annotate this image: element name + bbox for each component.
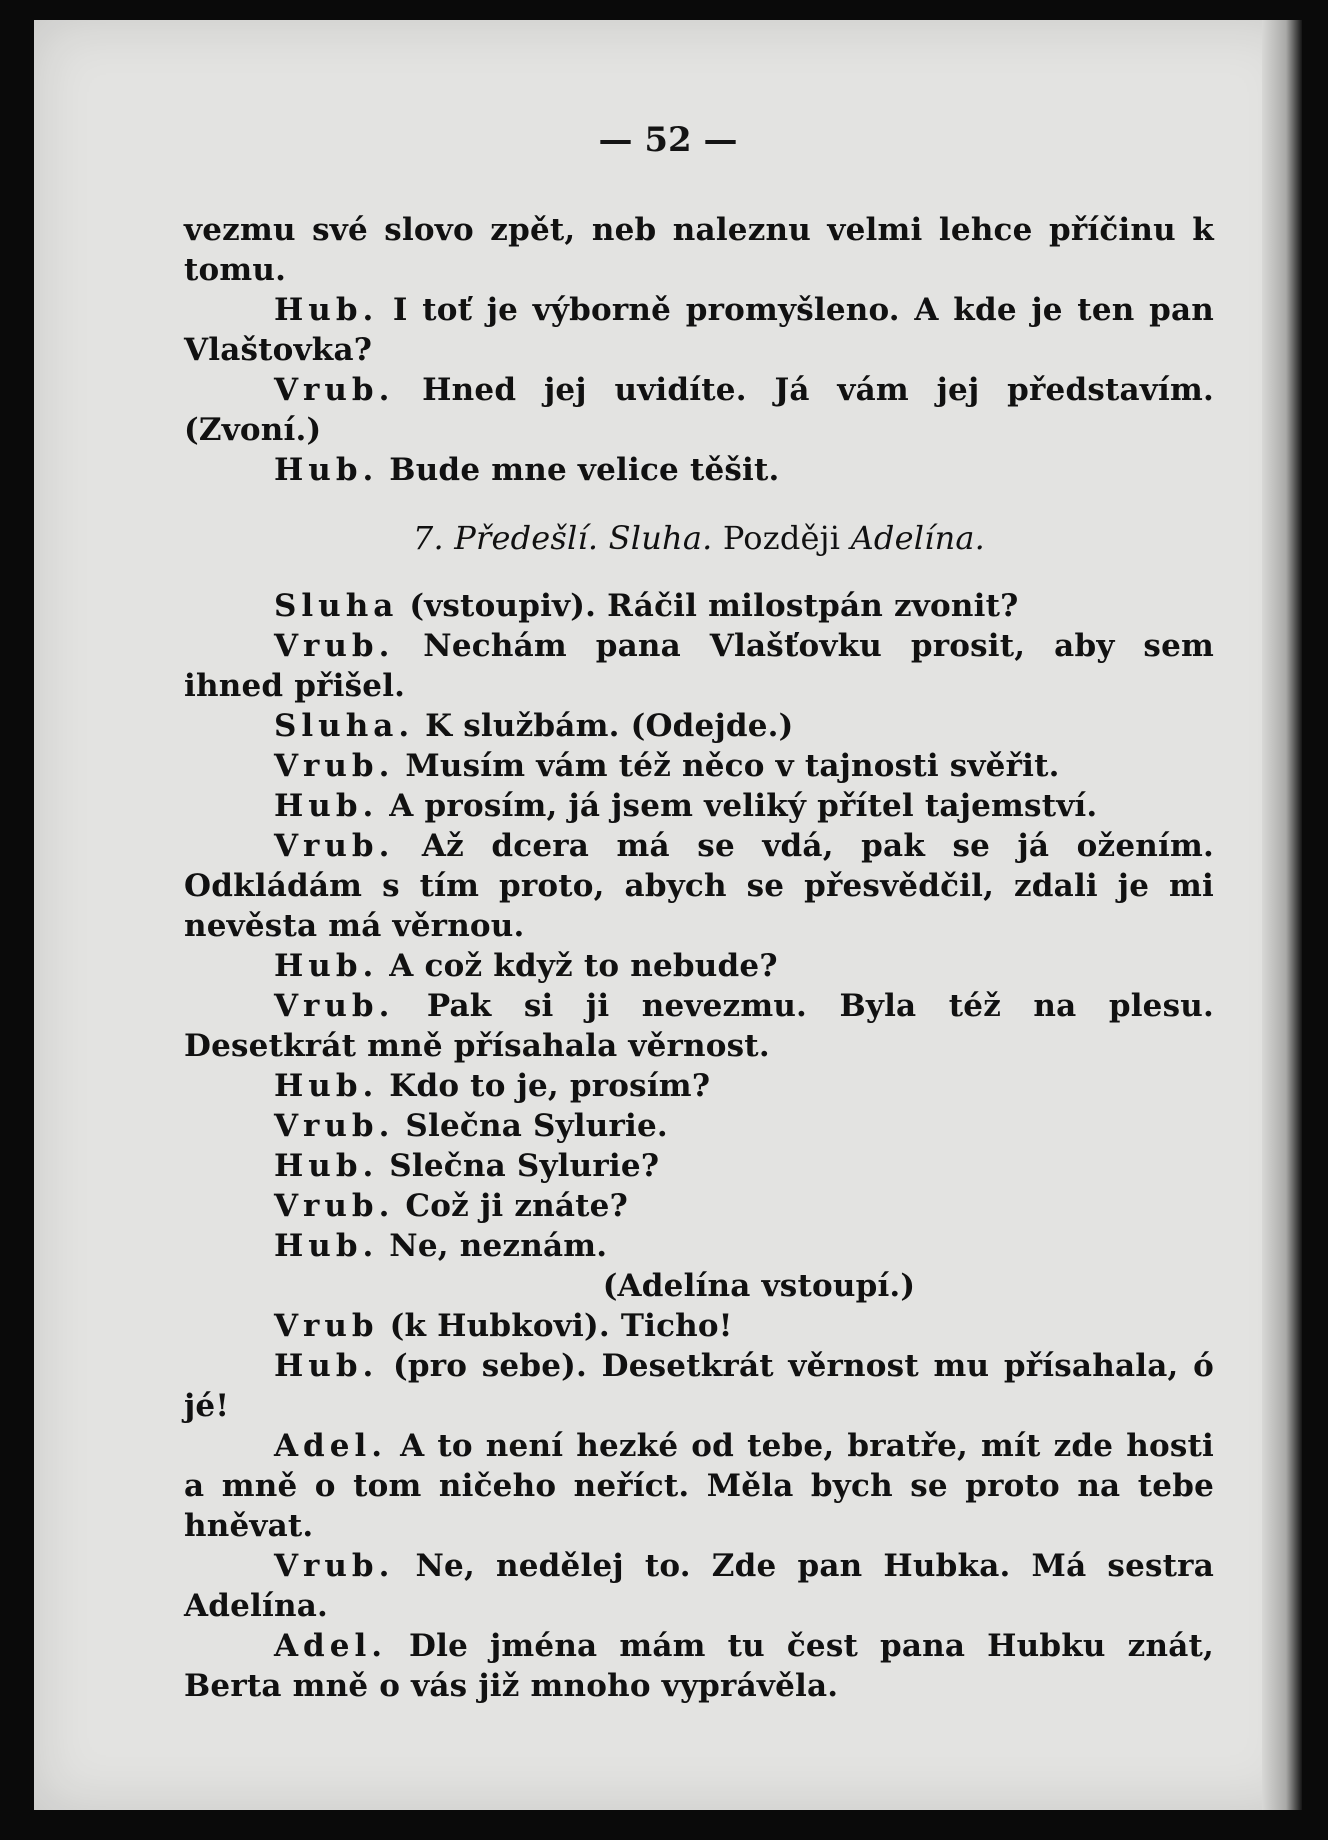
dialogue-line bbox=[184, 1346, 1214, 1426]
dialogue-line bbox=[184, 1186, 1214, 1226]
line-text: (k Hubkovi). Ticho! bbox=[389, 1308, 733, 1344]
dialogue-line bbox=[184, 450, 1214, 490]
page-edge-shadow bbox=[1262, 20, 1302, 1810]
dialogue-line bbox=[184, 946, 1214, 986]
scene-adelina: Adelína. bbox=[850, 519, 986, 557]
speaker: Sluha bbox=[274, 588, 399, 624]
speaker: Hub. bbox=[274, 1068, 379, 1104]
dialogue-line bbox=[184, 1306, 1214, 1346]
speaker: Hub. bbox=[274, 1348, 379, 1384]
speaker: Vrub. bbox=[274, 1108, 395, 1144]
line-text: I toť je výborně promyšleno. A kde je ten pan Vlaštovka? bbox=[184, 292, 1215, 368]
line-text: Slečna Sylurie? bbox=[389, 1148, 660, 1184]
line-text: Bude mne velice těšit. bbox=[389, 452, 780, 488]
dialogue-line bbox=[184, 1066, 1214, 1106]
dialogue-line bbox=[184, 1106, 1214, 1146]
speaker: Hub. bbox=[274, 292, 379, 328]
line-text: Musím vám též něco v tajnosti svěřit. bbox=[405, 748, 1060, 784]
dialogue-line bbox=[184, 1226, 1214, 1266]
scene-heading bbox=[184, 518, 1214, 558]
paragraph bbox=[184, 210, 1214, 290]
speaker: Vrub. bbox=[274, 988, 395, 1024]
speaker: Hub. bbox=[274, 452, 379, 488]
line-text: Ne, neznám. bbox=[389, 1228, 608, 1264]
scene-persons: Předešlí. bbox=[454, 519, 599, 557]
scene-servant: Sluha. bbox=[608, 519, 713, 557]
line-text: A prosím, já jsem veliký přítel tajemství. bbox=[389, 788, 1098, 824]
line-text: K službám. (Odejde.) bbox=[425, 708, 794, 744]
line-text: (vstoupiv). Ráčil milostpán zvonit? bbox=[409, 588, 1019, 624]
line-text: Ne, nedělej to. Zde pan Hubka. Má sestra Adelína. bbox=[184, 1548, 1214, 1624]
dialogue-line bbox=[184, 370, 1214, 450]
dialogue-line bbox=[184, 1426, 1214, 1546]
speaker: Hub. bbox=[274, 1228, 379, 1264]
speaker: Hub. bbox=[274, 1148, 379, 1184]
scene-number: 7. bbox=[412, 519, 444, 557]
dialogue-line bbox=[184, 586, 1214, 626]
speaker: Vrub bbox=[274, 1308, 379, 1344]
dialogue-line bbox=[184, 1626, 1214, 1706]
line-text: Nechám pana Vlašťovku prosit, aby sem ihned přišel. bbox=[184, 628, 1214, 704]
dialogue-line bbox=[184, 746, 1214, 786]
speaker: Vrub. bbox=[274, 628, 395, 664]
speaker: Adel. bbox=[274, 1428, 388, 1464]
speaker: Sluha. bbox=[274, 708, 415, 744]
page-text bbox=[184, 210, 1214, 1706]
book-page bbox=[34, 20, 1302, 1810]
dialogue-line bbox=[184, 786, 1214, 826]
line-text: Slečna Sylurie. bbox=[405, 1108, 668, 1144]
line-text: Dle jména mám tu čest pana Hubku znát, Berta mně o vás již mnoho vyprávěla. bbox=[184, 1628, 1214, 1704]
dialogue-line bbox=[184, 986, 1214, 1066]
line-text: (pro sebe). Desetkrát věrnost mu přísahala, ó jé! bbox=[184, 1348, 1215, 1424]
speaker: Adel. bbox=[274, 1628, 388, 1664]
line-text: Což ji znáte? bbox=[405, 1188, 628, 1224]
speaker: Vrub. bbox=[274, 372, 395, 408]
dialogue-line bbox=[184, 290, 1214, 370]
speaker: Vrub. bbox=[274, 1188, 395, 1224]
speaker: Vrub. bbox=[274, 1548, 395, 1584]
speaker: Hub. bbox=[274, 948, 379, 984]
line-text: Hned jej uvidíte. Já vám jej představím. (Zvoní.) bbox=[184, 372, 1214, 448]
dialogue-line bbox=[184, 1546, 1214, 1626]
page-number: — 52 — bbox=[598, 120, 738, 160]
line-text: Až dcera má se vdá, pak se já ožením. Odkládám s tím proto, abych se přesvědčil, zdali je mi nevěsta má věrnou. bbox=[184, 828, 1214, 944]
speaker: Vrub. bbox=[274, 748, 395, 784]
line-text: A to není hezké od tebe, bratře, mít zde hosti a mně o tom ničeho neříct. Měla bych se proto na tebe hněvat. bbox=[184, 1428, 1214, 1544]
paragraph-text: vezmu své slovo zpět, neb naleznu velmi lehce příčinu k tomu. bbox=[184, 212, 1214, 288]
line-text: A což když to nebude? bbox=[389, 948, 778, 984]
stage-direction: (Adelína vstoupí.) bbox=[602, 1268, 916, 1304]
line-text: Pak si ji nevezmu. Byla též na plesu. Desetkrát mně přísahala věrnost. bbox=[184, 988, 1214, 1064]
scene-later: Později bbox=[722, 519, 841, 557]
dialogue-line bbox=[184, 706, 1214, 746]
dialogue-line bbox=[184, 1146, 1214, 1186]
speaker: Vrub. bbox=[274, 828, 395, 864]
line-text: Kdo to je, prosím? bbox=[389, 1068, 711, 1104]
dialogue-line bbox=[184, 626, 1214, 706]
speaker: Hub. bbox=[274, 788, 379, 824]
dialogue-line bbox=[184, 826, 1214, 946]
